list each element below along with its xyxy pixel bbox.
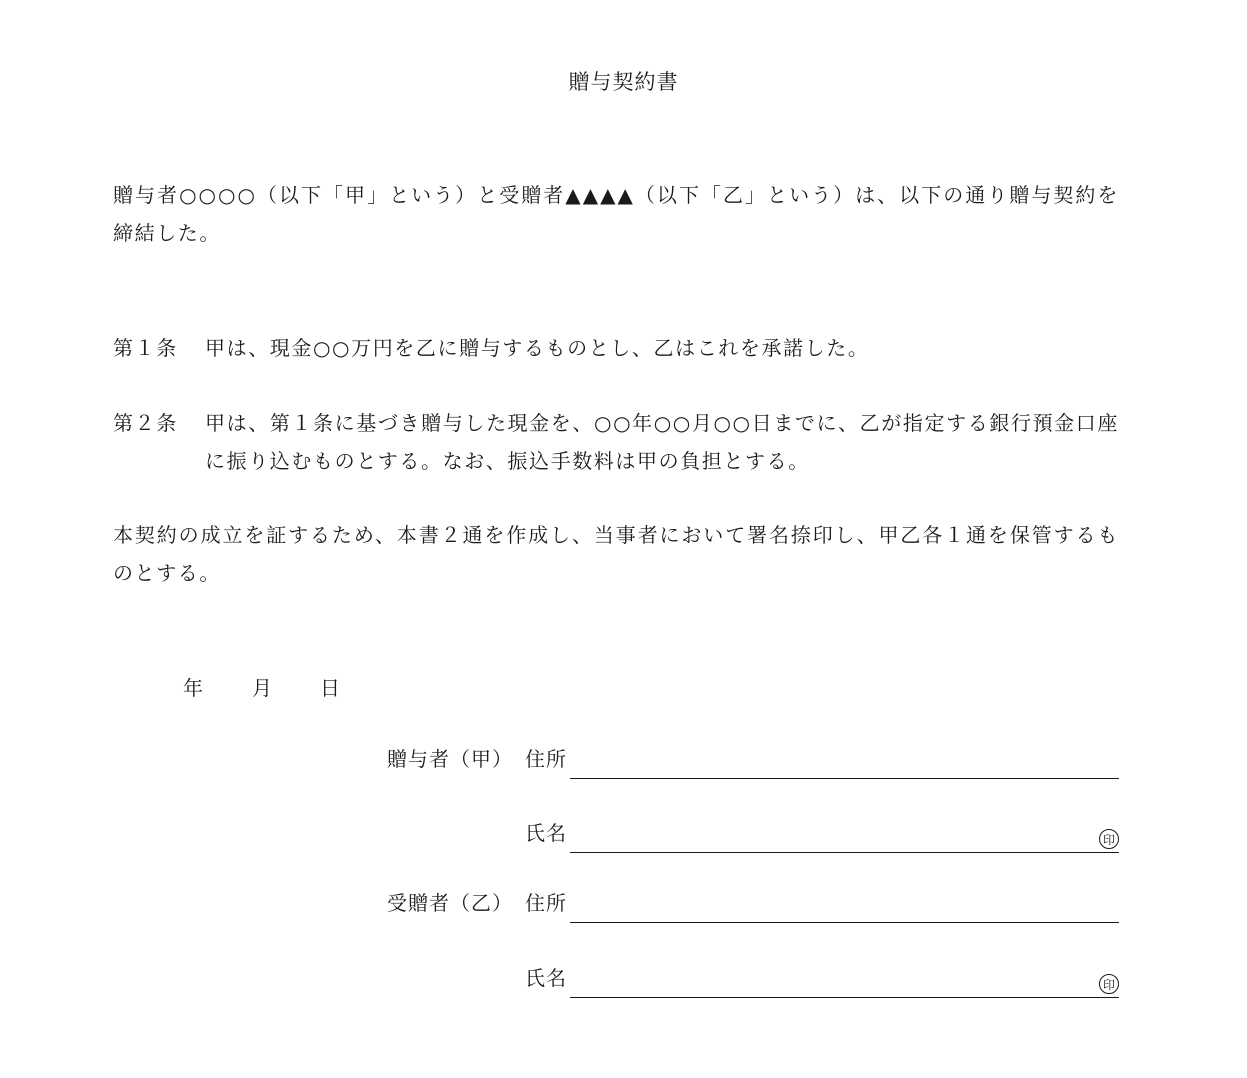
donee-role-label: 受贈者（乙） <box>387 891 513 915</box>
donor-address-row <box>380 739 1119 779</box>
donee-address-line[interactable] <box>570 894 1119 923</box>
donor-seal-icon: 印 <box>1099 829 1119 849</box>
donee-address-label: 住所 <box>525 891 567 915</box>
donor-name-row <box>380 813 1119 853</box>
donee-name-line[interactable] <box>570 969 1119 998</box>
article-2-number: 第２条 <box>113 411 178 435</box>
donor-name-line[interactable] <box>570 824 1119 853</box>
article-2-text: 甲は、第１条に基づき贈与した現金を、○○年○○月○○日までに、乙が指定する銀行預金口座に振り込むものとする。なお、振込手数料は甲の負担とする。 <box>205 411 1119 473</box>
date-day-label: 日 <box>320 676 340 700</box>
article-2 <box>113 404 1119 480</box>
document-title: 贈与契約書 <box>568 70 679 94</box>
donor-name-label: 氏名 <box>525 821 567 845</box>
article-1 <box>113 329 1119 367</box>
donee-seal-icon: 印 <box>1099 974 1119 994</box>
donee-address-row <box>380 883 1119 923</box>
donee-name-label: 氏名 <box>525 966 567 990</box>
donor-address-line[interactable] <box>570 750 1119 779</box>
article-1-number: 第１条 <box>113 336 178 360</box>
donor-address-label: 住所 <box>525 747 567 771</box>
article-1-text: 甲は、現金○○万円を乙に贈与するものとし、乙はこれを承諾した。 <box>205 336 870 360</box>
donee-name-row <box>380 958 1119 998</box>
date-month-label: 月 <box>252 676 272 700</box>
donor-role-label: 贈与者（甲） <box>387 747 513 771</box>
closing-paragraph: 本契約の成立を証するため、本書２通を作成し、当事者において署名捺印し、甲乙各１通を保管するものとする。 <box>113 523 1119 585</box>
date-year-label: 年 <box>183 676 203 700</box>
intro-paragraph: 贈与者○○○○（以下「甲」という）と受贈者▲▲▲▲（以下「乙」という）は、以下の通り贈与契約を締結した。 <box>113 183 1119 245</box>
